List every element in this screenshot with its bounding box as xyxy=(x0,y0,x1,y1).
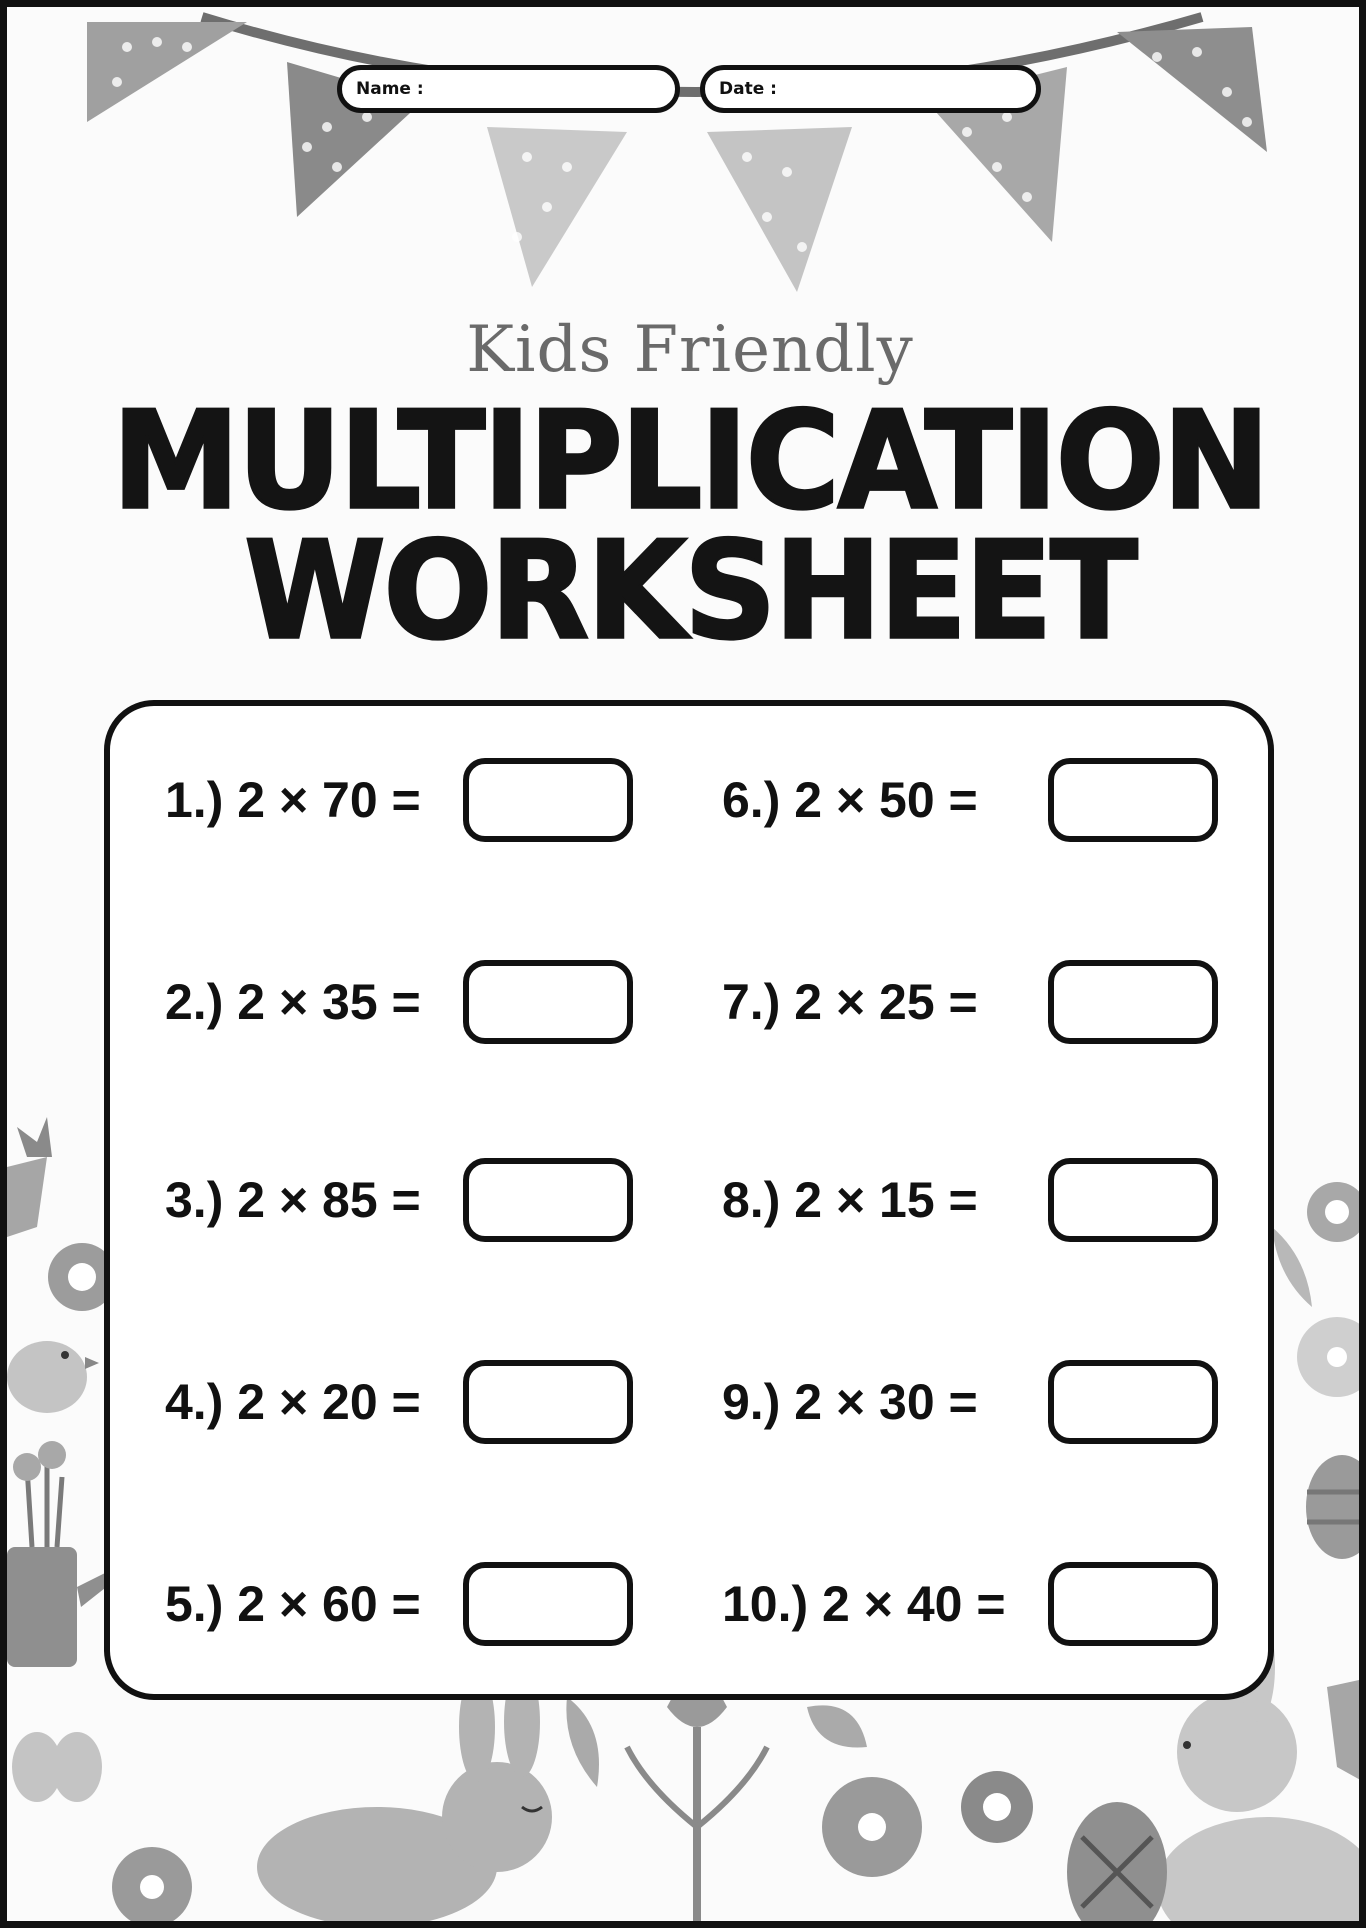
problem-text: 1.) 2 × 70 = xyxy=(165,772,421,828)
bird-illustration xyxy=(7,1341,99,1413)
title-line-2: WORKSHEET xyxy=(244,513,1136,670)
problem-text: 2.) 2 × 35 = xyxy=(165,974,421,1030)
answer-box[interactable] xyxy=(1048,960,1218,1044)
answer-box[interactable] xyxy=(463,1158,633,1242)
problem-text: 8.) 2 × 15 = xyxy=(722,1172,978,1228)
easter-egg-illustration xyxy=(1067,1802,1167,1928)
answer-box[interactable] xyxy=(1048,1158,1218,1242)
flower-illustration xyxy=(112,1847,192,1927)
name-label: Name : xyxy=(356,79,424,99)
flower-illustration xyxy=(961,1771,1033,1843)
answer-box[interactable] xyxy=(463,960,633,1044)
easter-egg-illustration xyxy=(1306,1455,1366,1559)
problem-text: 9.) 2 × 30 = xyxy=(722,1374,978,1430)
problem-text: 5.) 2 × 60 = xyxy=(165,1576,421,1632)
flower-illustration xyxy=(822,1777,922,1877)
carrot-illustration xyxy=(7,1117,52,1237)
answer-box[interactable] xyxy=(463,758,633,842)
problem-item xyxy=(722,960,978,1044)
date-field[interactable] xyxy=(700,65,1041,113)
problem-item xyxy=(722,1562,1006,1646)
answer-box[interactable] xyxy=(463,1360,633,1444)
butterfly-illustration xyxy=(12,1732,102,1802)
problem-text: 6.) 2 × 50 = xyxy=(722,772,978,828)
problem-item xyxy=(722,1360,978,1444)
flower-illustration xyxy=(1297,1317,1366,1397)
name-field[interactable] xyxy=(337,65,680,113)
answer-box[interactable] xyxy=(1048,1562,1218,1646)
problem-item xyxy=(165,1158,421,1242)
answer-box[interactable] xyxy=(1048,1360,1218,1444)
answer-box[interactable] xyxy=(463,1562,633,1646)
problem-item xyxy=(722,758,978,842)
problem-text: 3.) 2 × 85 = xyxy=(165,1172,421,1228)
flower-illustration xyxy=(1307,1182,1366,1242)
problem-item xyxy=(165,758,421,842)
problem-text: 7.) 2 × 25 = xyxy=(722,974,978,1030)
problem-text: 10.) 2 × 40 = xyxy=(722,1576,1006,1632)
bunny-illustration xyxy=(257,1667,552,1927)
problem-text: 4.) 2 × 20 = xyxy=(165,1374,421,1430)
problem-item xyxy=(722,1158,978,1242)
title-line-1: MULTIPLICATION xyxy=(112,383,1268,540)
tulip-illustration xyxy=(627,1677,767,1928)
problem-item xyxy=(165,1562,421,1646)
answer-box[interactable] xyxy=(1048,758,1218,842)
subtitle: Kids Friendly xyxy=(466,313,914,387)
problem-item xyxy=(165,1360,421,1444)
date-label: Date : xyxy=(719,79,777,99)
carrot-illustration xyxy=(1327,1677,1366,1787)
watering-can-illustration xyxy=(7,1441,119,1667)
leaf-illustration xyxy=(1272,1227,1312,1307)
problems-panel xyxy=(104,700,1274,1700)
problem-item xyxy=(165,960,421,1044)
